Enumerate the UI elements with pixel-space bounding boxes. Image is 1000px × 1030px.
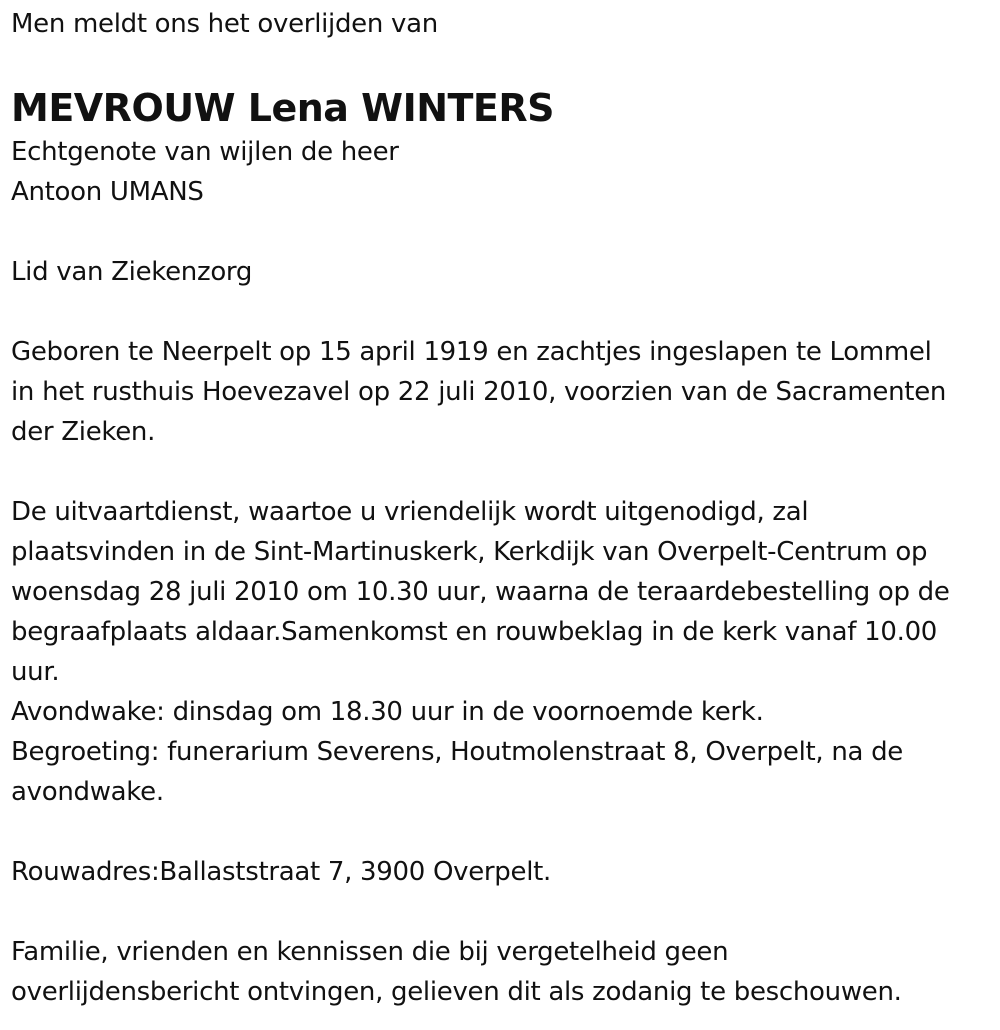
funeral-paragraph <box>11 492 991 692</box>
spacer <box>11 452 991 492</box>
deceased-name: MEVROUW Lena WINTERS <box>11 86 555 130</box>
spacer <box>11 892 991 932</box>
paragraph-line: plaatsvinden in de Sint-Martinuskerk, Kerkdijk van Overpelt-Centrum op <box>11 537 928 567</box>
spacer <box>11 44 991 86</box>
paragraph-line: De uitvaartdienst, waartoe u vriendelijk wordt uitgenodigd, zal <box>11 497 809 527</box>
paragraph-line: woensdag 28 juli 2010 om 10.30 uur, waarna de teraardebestelling op de <box>11 577 950 607</box>
spouse-line: Antoon UMANS <box>11 177 204 207</box>
birth-death-paragraph <box>11 332 991 452</box>
spouse-section <box>11 132 991 212</box>
spouse-line: Echtgenote van wijlen de heer <box>11 137 399 167</box>
paragraph-line: avondwake. <box>11 777 164 807</box>
paragraph-line: uur. <box>11 657 60 687</box>
wake-info: Avondwake: dinsdag om 18.30 uur in de voornoemde kerk. <box>11 697 764 727</box>
paragraph-line: in het rusthuis Hoevezavel op 22 juli 2010, voorzien van de Sacramenten <box>11 377 947 407</box>
spacer <box>11 292 991 332</box>
membership-text: Lid van Ziekenzorg <box>11 257 253 287</box>
paragraph-line: Geboren te Neerpelt op 15 april 1919 en zachtjes ingeslapen te Lommel <box>11 337 932 367</box>
intro-text: Men meldt ons het overlijden van <box>11 9 438 39</box>
spacer <box>11 212 991 252</box>
paragraph-line: Familie, vrienden en kennissen die bij vergetelheid geen <box>11 937 729 967</box>
paragraph-line: Begroeting: funerarium Severens, Houtmolenstraat 8, Overpelt, na de <box>11 737 903 767</box>
death-notice <box>11 0 991 1012</box>
paragraph-line: begraafplaats aldaar.Samenkomst en rouwbeklag in de kerk vanaf 10.00 <box>11 617 938 647</box>
paragraph-line: der Zieken. <box>11 417 156 447</box>
greeting-info <box>11 732 991 812</box>
closing-paragraph <box>11 932 991 1012</box>
mourning-address: Rouwadres:Ballaststraat 7, 3900 Overpelt. <box>11 857 551 887</box>
spacer <box>11 812 991 852</box>
paragraph-line: overlijdensbericht ontvingen, gelieven dit als zodanig te beschouwen. <box>11 977 902 1007</box>
